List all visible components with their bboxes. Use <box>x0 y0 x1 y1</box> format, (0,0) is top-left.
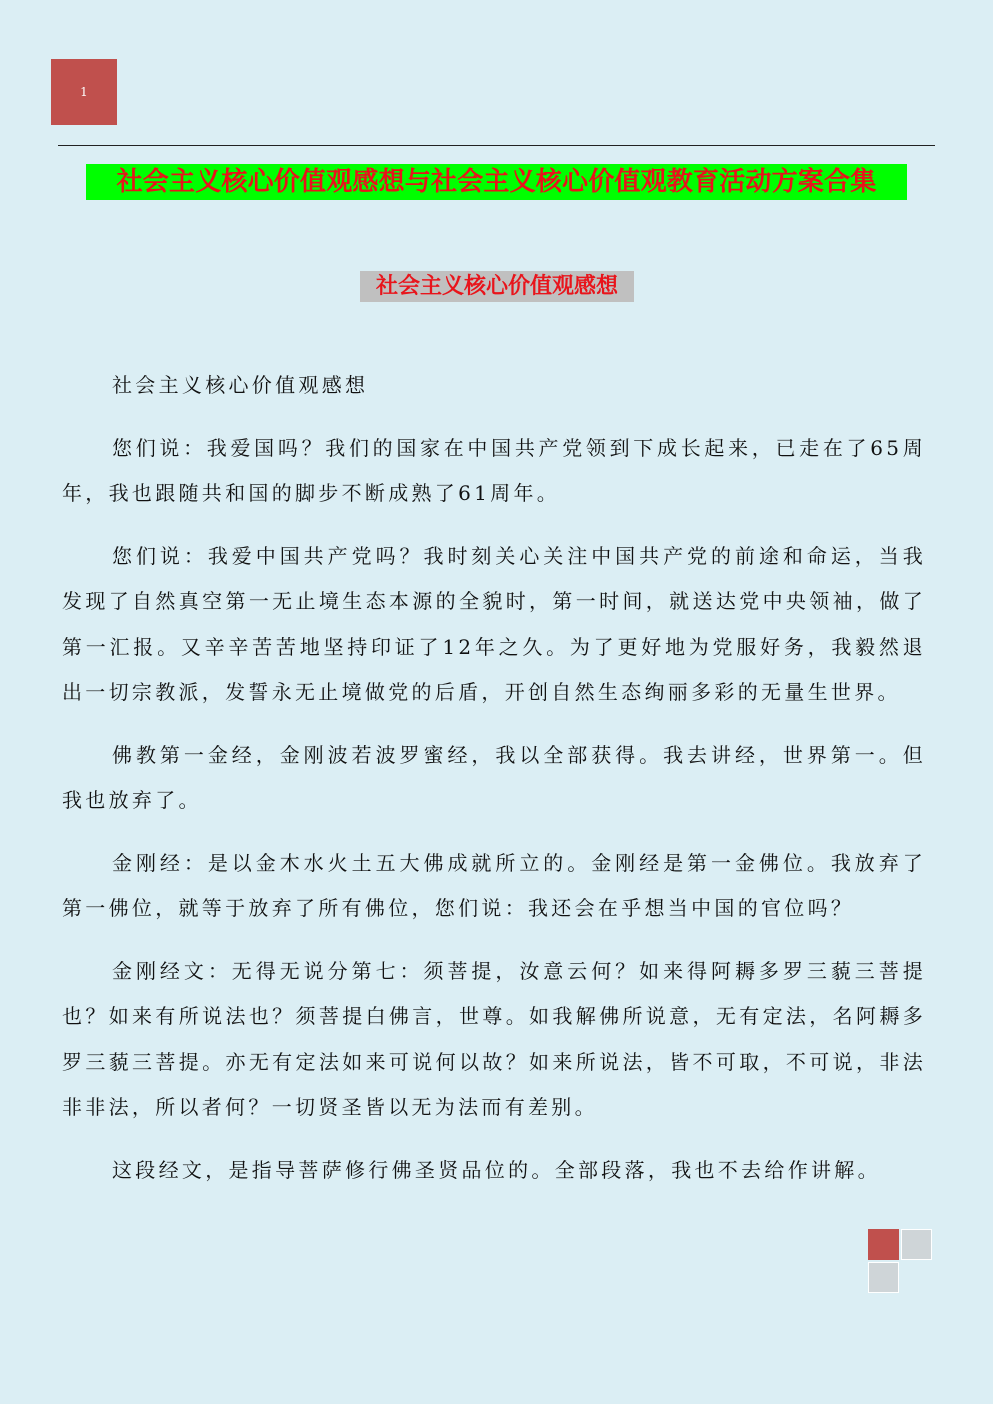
paragraph: 金刚经：是以金木水火土五大佛成就所立的。金刚经是第一金佛位。我放弃了第一佛位，就等于放弃了所有佛位，您们说：我还会在乎想当中国的官位吗？ <box>62 850 926 920</box>
header-divider <box>58 145 935 146</box>
paragraph: 您们说：我爱国吗？我们的国家在中国共产党领到下成长起来，已走在了65周年，我也跟随共和国的脚步不断成熟了61周年。 <box>62 435 926 505</box>
decor-square-grey <box>868 1262 899 1293</box>
document-title: 社会主义核心价值观感想与社会主义核心价值观教育活动方案合集 <box>86 164 907 200</box>
page-number-badge <box>51 59 117 125</box>
decor-square-grey <box>901 1229 932 1260</box>
paragraph: 这段经文，是指导菩萨修行佛圣贤品位的。全部段落，我也不去给作讲解。 <box>112 1157 881 1182</box>
paragraph: 金刚经文：无得无说分第七：须菩提，汝意云何？如来得阿耨多罗三藐三菩提也？如来有所说法也？须菩提白佛言，世尊。如我解佛所说意，无有定法，名阿耨多罗三藐三菩提。亦无有定法如来可说何以故？如来所说法，皆不可取，不可说，非法非非法，所以者何？一切贤圣皆以无为法而有差别。 <box>62 958 926 1119</box>
section-heading: 社会主义核心价值观感想 <box>360 271 634 302</box>
document-body <box>62 363 926 1210</box>
page-number: 1 <box>80 85 88 99</box>
decor-square-red <box>868 1229 899 1260</box>
paragraph: 社会主义核心价值观感想 <box>112 373 369 397</box>
paragraph: 您们说：我爱中国共产党吗？我时刻关心关注中国共产党的前途和命运，当我发现了自然真空第一无止境生态本源的全貌时，第一时间，就送达党中央领袖，做了第一汇报。又辛辛苦苦地坚持印证了12年之久。为了更好地为党服好务，我毅然退出一切宗教派，发誓永无止境做党的后盾，开创自然生态绚丽多彩的无量生世界。 <box>62 543 926 704</box>
paragraph: 佛教第一金经，金刚波若波罗蜜经，我以全部获得。我去讲经，世界第一。但我也放弃了。 <box>62 742 926 812</box>
